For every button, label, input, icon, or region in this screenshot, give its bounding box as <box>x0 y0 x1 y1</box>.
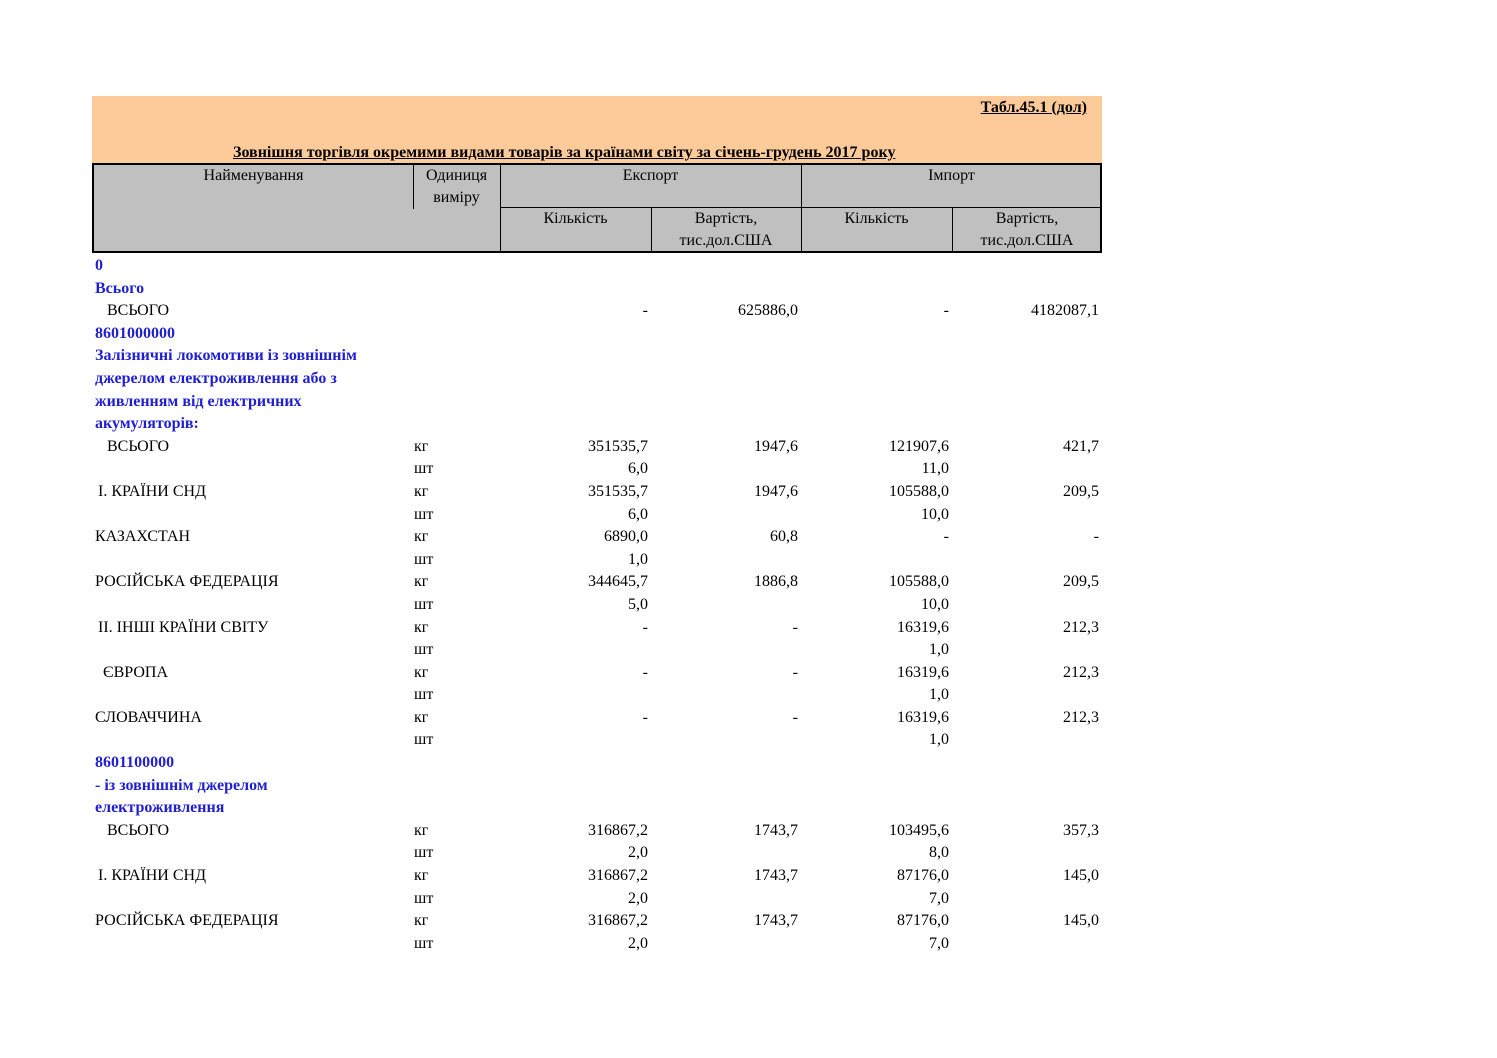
header-export-quantity: Кількість <box>543 210 608 227</box>
table-body <box>92 255 1102 955</box>
row-name: ВСЬОГО <box>107 821 170 839</box>
table-row <box>92 933 1102 956</box>
row-name: СЛОВАЧЧИНА <box>95 708 202 726</box>
import-quantity-cell: 121907,6 <box>889 437 949 455</box>
section-heading-row <box>92 752 1102 775</box>
import-quantity-cell: 10,0 <box>921 595 949 613</box>
export-quantity-cell: 2,0 <box>628 844 648 862</box>
import-value-cell: 212,3 <box>1063 618 1099 636</box>
export-value-cell: 1743,7 <box>754 821 798 839</box>
export-value-cell: 1886,8 <box>754 573 798 591</box>
export-quantity-cell: 316867,2 <box>588 912 648 930</box>
import-quantity-cell: 11,0 <box>921 460 949 478</box>
row-name: РОСІЙСЬКА ФЕДЕРАЦІЯ <box>95 912 279 930</box>
import-quantity-cell: 10,0 <box>921 505 949 523</box>
table-row <box>92 617 1102 640</box>
row-name: акумуляторів: <box>95 415 199 433</box>
row-name: 8601000000 <box>95 324 175 342</box>
import-quantity-cell: 1,0 <box>929 731 949 749</box>
row-unit: кг <box>414 482 429 500</box>
report-title-text: Зовнішня торгівля окремими видами товарів за країнами світу за січень-грудень 2017 року <box>233 144 896 161</box>
export-quantity-cell: 316867,2 <box>588 821 648 839</box>
export-value-cell: 1947,6 <box>754 482 798 500</box>
row-name: Залізничні локомотиви із зовнішнім <box>95 347 357 365</box>
row-name: ІІ. ІНШІ КРАЇНИ СВІТУ <box>98 618 269 636</box>
export-quantity-cell: 351535,7 <box>588 482 648 500</box>
report-title <box>207 144 895 162</box>
header-value-line2: тис.дол.США <box>980 232 1074 249</box>
export-quantity-cell: - <box>642 663 648 681</box>
row-name: 8601100000 <box>95 754 175 772</box>
import-quantity-cell: 16319,6 <box>897 618 949 636</box>
table-row <box>92 662 1102 685</box>
table-row <box>92 639 1102 662</box>
export-quantity-cell: 316867,2 <box>588 867 648 885</box>
import-quantity-cell: 1,0 <box>929 641 949 659</box>
table-row <box>92 436 1102 459</box>
import-value-cell: 145,0 <box>1063 867 1099 885</box>
header-export-value <box>651 208 801 252</box>
export-value-cell: 1947,6 <box>754 437 798 455</box>
export-quantity-cell: - <box>642 618 648 636</box>
table-row <box>92 910 1102 933</box>
import-quantity-cell: - <box>943 528 949 546</box>
table-row <box>92 707 1102 730</box>
import-value-cell: 212,3 <box>1063 663 1099 681</box>
row-unit: кг <box>414 708 429 726</box>
section-heading-row <box>92 255 1102 278</box>
row-unit: кг <box>414 573 429 591</box>
section-heading-row <box>92 278 1102 301</box>
row-unit: шт <box>414 460 434 478</box>
table-row <box>92 571 1102 594</box>
section-heading-row <box>92 368 1102 391</box>
row-unit: шт <box>414 595 434 613</box>
row-unit: кг <box>414 437 429 455</box>
row-name: живленням від електричних <box>95 392 302 410</box>
export-value-cell: 625886,0 <box>738 302 798 320</box>
table-row <box>92 888 1102 911</box>
row-name: І. КРАЇНИ СНД <box>98 867 206 885</box>
export-value-cell: 1743,7 <box>754 912 798 930</box>
export-quantity-cell: 344645,7 <box>588 573 648 591</box>
import-quantity-cell: 8,0 <box>929 844 949 862</box>
import-quantity-cell: 87176,0 <box>897 912 949 930</box>
export-quantity-cell: 2,0 <box>628 934 648 952</box>
row-name: РОСІЙСЬКА ФЕДЕРАЦІЯ <box>95 573 279 591</box>
row-unit: шт <box>414 731 434 749</box>
row-name: - із зовнішнім джерелом <box>95 776 268 794</box>
table-row <box>92 504 1102 527</box>
export-quantity-cell: 1,0 <box>628 550 648 568</box>
section-heading-row <box>92 391 1102 414</box>
table-row <box>92 865 1102 888</box>
export-quantity-cell: 6,0 <box>628 505 648 523</box>
table-row <box>92 300 1102 323</box>
section-heading-row <box>92 413 1102 436</box>
import-quantity-cell: 7,0 <box>929 889 949 907</box>
import-quantity-cell: 16319,6 <box>897 663 949 681</box>
row-unit: кг <box>414 618 429 636</box>
table-row <box>92 481 1102 504</box>
header-unit-line1: Одиниця <box>425 167 488 184</box>
header-import: Імпорт <box>928 167 975 184</box>
import-quantity-cell: - <box>943 302 949 320</box>
table-reference: Табл.45.1 (дол) <box>980 99 1087 116</box>
row-name: І. КРАЇНИ СНД <box>98 482 206 500</box>
export-value-cell: - <box>792 663 798 681</box>
table-row <box>92 684 1102 707</box>
import-value-cell: 212,3 <box>1063 708 1099 726</box>
row-unit: кг <box>414 867 429 885</box>
row-unit: кг <box>414 528 429 546</box>
table-row <box>92 594 1102 617</box>
import-quantity-cell: 87176,0 <box>897 867 949 885</box>
header-value-line2: тис.дол.США <box>679 232 773 249</box>
row-name: ЄВРОПА <box>103 663 168 681</box>
export-quantity-cell: 5,0 <box>628 595 648 613</box>
row-unit: кг <box>414 821 429 839</box>
row-name: КАЗАХСТАН <box>95 528 191 546</box>
import-quantity-cell: 105588,0 <box>889 482 949 500</box>
row-unit: шт <box>414 889 434 907</box>
header-unit-line2: виміру <box>433 189 480 206</box>
export-quantity-cell: 6890,0 <box>604 528 648 546</box>
section-heading-row <box>92 345 1102 368</box>
export-value-cell: 1743,7 <box>754 867 798 885</box>
table-row <box>92 820 1102 843</box>
import-value-cell: 357,3 <box>1063 821 1099 839</box>
header-name: Найменування <box>203 167 304 184</box>
table-row <box>92 458 1102 481</box>
export-quantity-cell: 2,0 <box>628 889 648 907</box>
row-name: ВСЬОГО <box>107 302 170 320</box>
export-value-cell: 60,8 <box>770 528 798 546</box>
section-heading-row <box>92 323 1102 346</box>
header-value-line1: Вартість, <box>995 210 1059 227</box>
header-value-line1: Вартість, <box>694 210 758 227</box>
table-row <box>92 842 1102 865</box>
export-quantity-cell: - <box>642 302 648 320</box>
row-unit: шт <box>414 505 434 523</box>
row-unit: шт <box>414 550 434 568</box>
import-value-cell: 421,7 <box>1063 437 1099 455</box>
import-quantity-cell: 1,0 <box>929 686 949 704</box>
import-value-cell: 4182087,1 <box>1031 302 1099 320</box>
trade-table-sheet <box>92 96 1102 955</box>
header-unit <box>413 165 500 209</box>
table-row <box>92 526 1102 549</box>
title-banner <box>92 96 1102 163</box>
table-header <box>92 163 1102 253</box>
import-value-cell: 209,5 <box>1063 482 1099 500</box>
row-unit: шт <box>414 641 434 659</box>
table-row <box>92 549 1102 572</box>
export-value-cell: - <box>792 708 798 726</box>
import-value-cell: 145,0 <box>1063 912 1099 930</box>
row-name: електроживлення <box>95 799 225 817</box>
row-name: джерелом електроживлення або з <box>95 369 337 387</box>
import-quantity-cell: 16319,6 <box>897 708 949 726</box>
row-unit: кг <box>414 912 429 930</box>
export-value-cell: - <box>792 618 798 636</box>
export-quantity-cell: - <box>642 708 648 726</box>
row-unit: шт <box>414 686 434 704</box>
header-export: Експорт <box>622 167 679 184</box>
import-value-cell: - <box>1093 528 1099 546</box>
import-value-cell: 209,5 <box>1063 573 1099 591</box>
import-quantity-cell: 103495,6 <box>889 821 949 839</box>
table-row <box>92 729 1102 752</box>
header-import-quantity: Кількість <box>844 210 909 227</box>
section-heading-row <box>92 775 1102 798</box>
row-unit: шт <box>414 934 434 952</box>
row-unit: шт <box>414 844 434 862</box>
row-name: Всього <box>95 279 145 297</box>
export-quantity-cell: 351535,7 <box>588 437 648 455</box>
row-name: ВСЬОГО <box>107 437 170 455</box>
export-quantity-cell: 6,0 <box>628 460 648 478</box>
row-name: 0 <box>95 257 103 274</box>
row-unit: кг <box>414 663 429 681</box>
import-quantity-cell: 105588,0 <box>889 573 949 591</box>
section-heading-row <box>92 797 1102 820</box>
header-import-value <box>952 208 1102 252</box>
import-quantity-cell: 7,0 <box>929 934 949 952</box>
